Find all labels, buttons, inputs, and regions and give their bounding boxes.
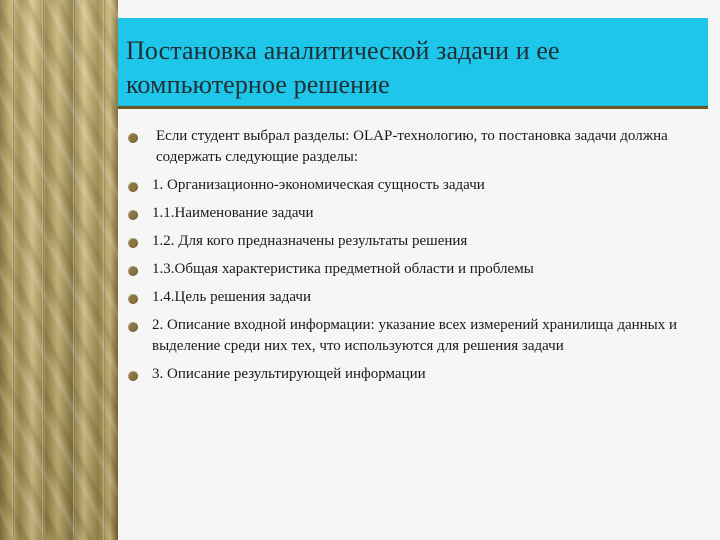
list-item-text: 3. Описание результирующей информации [152,366,426,382]
list-item-text: 1.1.Наименование задачи [152,205,314,221]
list-item-text: 2. Описание входной информации: указание всех измерений хранилища данных и выделение среди них тех, что используются для решения задачи [152,317,678,354]
list-item [128,287,706,308]
decorative-rail [12,0,15,540]
decorative-gold-band [0,0,118,540]
bullet-dot-icon [128,238,138,248]
list-item [128,231,706,252]
slide-content [128,126,706,392]
bullet-dot-icon [128,294,138,304]
bullet-list [128,126,706,385]
slide-title: Постановка аналитической задачи и ее компьютерное решение [126,36,560,99]
list-item-text: 1.2. Для кого предназначены результаты решения [152,233,468,249]
decorative-band-shade [0,0,118,540]
list-item-text: Если студент выбрал разделы: OLAP-технологию, то постановка задачи должна содержать следующие разделы: [156,128,668,165]
decorative-rail [103,0,106,540]
bullet-dot-icon [128,266,138,276]
list-item [128,364,706,385]
list-item [128,175,706,196]
bullet-dot-icon [128,182,138,192]
list-item [128,203,706,224]
list-item-text: 1. Организационно-экономическая сущность задачи [152,177,485,193]
bullet-dot-icon [128,371,138,381]
bullet-dot-icon [128,210,138,220]
bullet-dot-icon [128,322,138,332]
list-item [128,126,706,168]
list-item-text: 1.3.Общая характеристика предметной области и проблемы [152,261,534,277]
decorative-rail [42,0,45,540]
list-item-text: 1.4.Цель решения задачи [152,289,311,305]
list-item [128,315,706,357]
list-item [128,259,706,280]
decorative-rail [73,0,76,540]
bullet-dot-icon [128,133,138,143]
title-bar [118,18,708,109]
